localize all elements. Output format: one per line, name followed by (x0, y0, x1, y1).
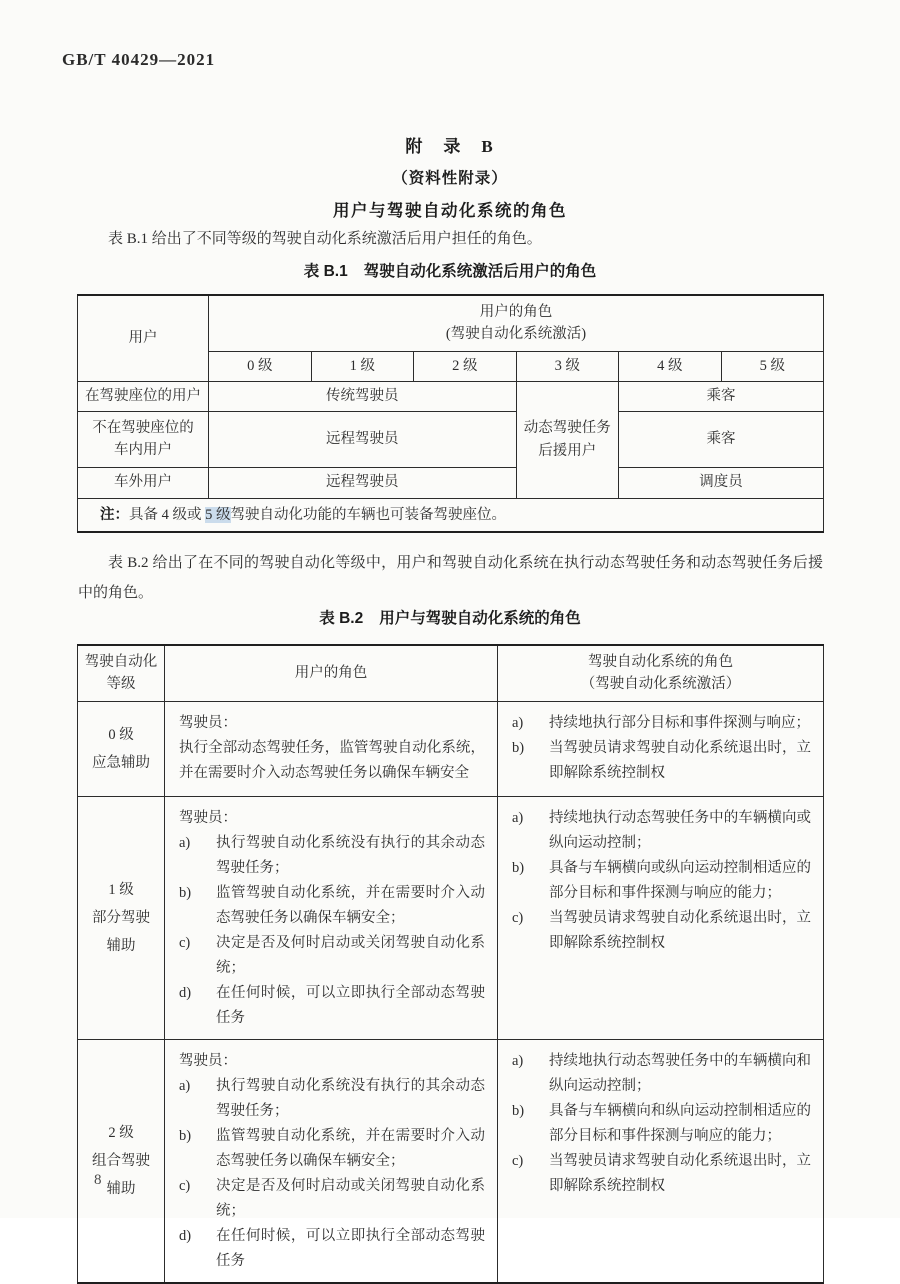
b2-r0-level (78, 701, 165, 796)
b2-r2-system-cell (498, 1039, 824, 1283)
table-row (78, 295, 824, 351)
b2-r1-user-cell (165, 796, 498, 1039)
b2-r1-level-line1: 1 级 (108, 881, 134, 898)
list-marker: a) (179, 834, 191, 851)
b2-header-level-line1: 驾驶自动化 (84, 653, 158, 670)
list-text: 监管驾驶自动化系统，并在需要时介入动态驾驶任务以确保车辆安全； (216, 1127, 485, 1169)
b1-r2-l45: 乘客 (619, 411, 824, 467)
b1-header-role-line2: (驾驶自动化系统激活) (445, 326, 587, 343)
table-b1 (77, 294, 824, 533)
b2-r0-level-line1: 0 级 (108, 726, 134, 743)
b2-r0-user-text: 执行全部动态驾驶任务，监管驾驶自动化系统，并在需要时介入动态驾驶任务以确保车辆安全 (179, 739, 485, 781)
list-marker: c) (179, 1177, 191, 1194)
list-text: 执行驾驶自动化系统没有执行的其余动态驾驶任务； (216, 834, 485, 876)
list-item (512, 906, 811, 956)
b2-header-system-line2: （驾驶自动化系统激活） (580, 676, 741, 693)
list-marker: b) (179, 884, 192, 901)
appendix-heading: 用户与驾驶自动化系统的角色 (333, 201, 567, 220)
table-b1-caption (0, 259, 900, 281)
note-text-pre: 具备 4 级或 (129, 506, 206, 523)
b1-level-5: 5 级 (721, 351, 824, 381)
note-label: 注： (100, 506, 129, 523)
list-text: 当驾驶员请求驾驶自动化系统退出时，立即解除系统控制权 (549, 739, 811, 781)
table-b2 (77, 644, 824, 1284)
b1-level-0: 0 级 (209, 351, 312, 381)
list-text: 决定是否及何时启动或关闭驾驶自动化系统； (216, 1177, 485, 1219)
b1-r2-l012: 远程驾驶员 (209, 411, 517, 467)
table-b1-caption-text: 驾驶自动化系统激活后用户的角色 (363, 263, 597, 280)
list-marker: b) (179, 1127, 192, 1144)
list-item (179, 881, 485, 931)
table-row (78, 467, 824, 498)
table-b1-note (78, 498, 824, 532)
list-marker: a) (179, 1077, 191, 1094)
list-item (512, 1049, 811, 1099)
b1-r1-user: 在驾驶座位的用户 (78, 381, 209, 411)
b2-r2-user-cell (165, 1039, 498, 1283)
list-item (179, 1074, 485, 1124)
note-text-post: 驾驶自动化功能的车辆也可装备驾驶座位。 (230, 506, 506, 523)
list-item (179, 1174, 485, 1224)
list-marker: c) (179, 934, 191, 951)
list-item (179, 931, 485, 981)
page-number: 8 (94, 1172, 102, 1188)
b2-r1-level-line3: 辅助 (106, 937, 136, 954)
b2-header-user-role: 用户的角色 (165, 645, 498, 701)
table-b1-caption-label: 表 B.1 (303, 263, 348, 280)
table-b2-caption-label: 表 B.2 (319, 610, 364, 627)
list-text: 决定是否及何时启动或关闭驾驶自动化系统； (216, 934, 485, 976)
list-item (512, 1149, 811, 1199)
b2-r1-system-cell (498, 796, 824, 1039)
list-marker: a) (512, 1052, 524, 1069)
b2-r2-user-intro: 驾驶员： (179, 1052, 237, 1069)
list-marker: b) (512, 859, 525, 876)
list-text: 当驾驶员请求驾驶自动化系统退出时，立即解除系统控制权 (549, 1152, 811, 1194)
table-b2-caption-text: 用户与驾驶自动化系统的角色 (379, 610, 581, 627)
b2-r1-user-intro: 驾驶员： (179, 809, 237, 826)
b1-level-2: 2 级 (414, 351, 517, 381)
appendix-subtitle: （资料性附录） (392, 170, 508, 187)
table-row (78, 645, 824, 701)
list-item (512, 1099, 811, 1149)
b1-r1-l012: 传统驾驶员 (209, 381, 517, 411)
b1-r1-l45: 乘客 (619, 381, 824, 411)
b2-r1-level-line2: 部分驾驶 (92, 909, 150, 926)
b1-r3-l012: 远程驾驶员 (209, 467, 517, 498)
list-item (512, 806, 811, 856)
table-row (78, 701, 824, 796)
table-row (78, 411, 824, 467)
list-item (512, 736, 811, 786)
note-highlight: 5 级 (205, 506, 231, 523)
list-text: 持续地执行部分目标和事件探测与响应； (549, 714, 810, 731)
b2-r0-user-cell (165, 701, 498, 796)
b2-r0-system-cell (498, 701, 824, 796)
b2-r0-user-intro: 驾驶员： (179, 714, 237, 731)
table-row (78, 796, 824, 1039)
b2-header-level (78, 645, 165, 701)
table-row (78, 381, 824, 411)
list-marker: c) (512, 1152, 524, 1169)
b2-r0-level-line2: 应急辅助 (92, 754, 150, 771)
b1-l3-line1: 动态驾驶任务 (523, 420, 611, 437)
table-row (78, 498, 824, 532)
list-text: 监管驾驶自动化系统，并在需要时介入动态驾驶任务以确保车辆安全； (216, 884, 485, 926)
b2-r1-level (78, 796, 165, 1039)
paragraph-1: 表 B.1 给出了不同等级的驾驶自动化系统激活后用户担任的角色。 (108, 231, 542, 247)
list-item (179, 1124, 485, 1174)
list-item (179, 981, 485, 1031)
list-text: 当驾驶员请求驾驶自动化系统退出时，立即解除系统控制权 (549, 909, 811, 951)
table-b2-caption (0, 606, 900, 628)
appendix-title-block (0, 132, 900, 221)
list-marker: a) (512, 809, 524, 826)
b2-r2-level-line3: 辅助 (106, 1180, 136, 1197)
list-text: 持续地执行动态驾驶任务中的车辆横向或纵向运动控制； (549, 809, 811, 851)
table-row (78, 1039, 824, 1283)
standard-number: GB/T 40429—2021 (62, 50, 216, 69)
b2-r2-level-line1: 2 级 (108, 1124, 134, 1141)
list-text: 在任何时候，可以立即执行全部动态驾驶任务 (216, 1227, 485, 1269)
list-text: 具备与车辆横向或纵向运动控制相适应的部分目标和事件探测与响应的能力； (549, 859, 811, 901)
appendix-title: 附 录 B (405, 137, 495, 156)
b2-r2-level (78, 1039, 165, 1283)
b1-header-role-line1: 用户的角色 (479, 303, 553, 320)
list-marker: d) (179, 1227, 192, 1244)
list-item (512, 856, 811, 906)
b1-r2-user-line2: 车内用户 (114, 442, 172, 458)
list-text: 执行驾驶自动化系统没有执行的其余动态驾驶任务； (216, 1077, 485, 1119)
b1-l3-merged-cell (516, 381, 619, 498)
b1-r2-user-line1: 不在驾驶座位的 (92, 419, 194, 436)
b1-r3-l45: 调度员 (619, 467, 824, 498)
b1-level-1: 1 级 (311, 351, 414, 381)
b2-header-system-role (498, 645, 824, 701)
list-text: 持续地执行动态驾驶任务中的车辆横向和纵向运动控制； (549, 1052, 811, 1094)
list-text: 具备与车辆横向和纵向运动控制相适应的部分目标和事件探测与响应的能力； (549, 1102, 811, 1144)
b2-r2-level-line2: 组合驾驶 (92, 1152, 150, 1169)
list-item (179, 831, 485, 881)
list-marker: c) (512, 909, 524, 926)
b1-header-user: 用户 (78, 295, 209, 381)
list-marker: b) (512, 739, 525, 756)
list-marker: b) (512, 1102, 525, 1119)
b1-header-role (209, 295, 824, 351)
list-item (179, 1224, 485, 1274)
b2-header-level-line2: 等级 (106, 676, 136, 693)
b2-header-system-line1: 驾驶自动化系统的角色 (588, 653, 733, 670)
b1-level-4: 4 级 (619, 351, 722, 381)
b1-r3-user: 车外用户 (78, 467, 209, 498)
b1-r2-user (78, 411, 209, 467)
paragraph-2: 表 B.2 给出了在不同的驾驶自动化等级中，用户和驾驶自动化系统在执行动态驾驶任务和动态驾驶任务后援中的角色。 (78, 555, 823, 601)
list-marker: d) (179, 984, 192, 1001)
list-text: 在任何时候，可以立即执行全部动态驾驶任务 (216, 984, 485, 1026)
b1-l3-line2: 后援用户 (538, 442, 597, 459)
list-item (512, 711, 811, 736)
list-marker: a) (512, 714, 524, 731)
b1-level-3: 3 级 (516, 351, 619, 381)
